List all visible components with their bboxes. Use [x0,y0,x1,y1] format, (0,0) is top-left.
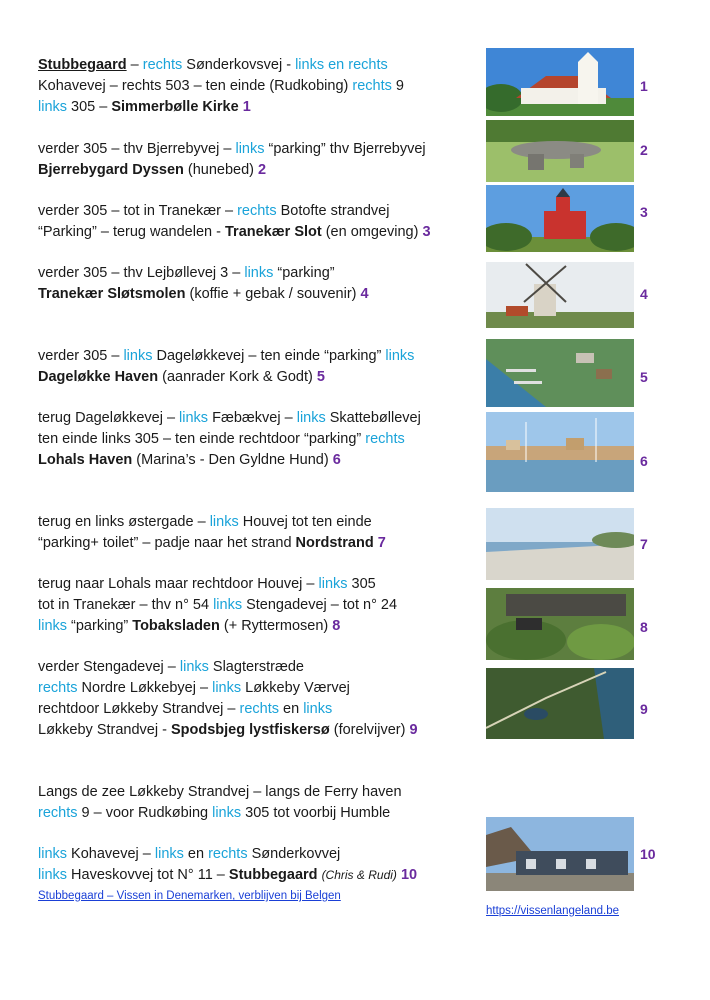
text-segment: “parking” thv Bjerrebyvej [264,141,426,157]
stop-number: 8 [332,618,341,634]
direction-keyword: rechts [365,431,405,447]
footer-left [38,885,478,907]
text-segment: (+ Ryttermosen) [219,618,333,634]
route-step-1 [38,55,478,118]
place-name: Stubbegaard [228,867,318,883]
final-directions [38,844,478,886]
direction-line [38,160,478,181]
text-segment: (Chris & Rudi) [321,868,397,882]
stop-number-4: 4 [640,286,648,302]
stop-number-9: 9 [640,701,648,717]
direction-line [38,346,478,367]
route-step-3 [38,201,478,243]
direction-keyword: links [212,680,242,696]
direction-keyword: rechts [142,57,183,73]
text-segment: terug Dageløkkevej – [38,410,180,426]
text-segment: en [279,701,304,717]
text-segment: Kohavevej – [67,846,155,862]
direction-keyword: links [318,576,348,592]
text-segment: Slagterstræde [208,659,304,675]
direction-keyword: links [123,348,153,364]
direction-keyword: rechts [237,203,277,219]
direction-keyword: rechts [239,701,279,717]
text-segment: “parking+ toilet” – padje naar het strand [38,535,296,551]
place-name: Stubbegaard [38,57,127,73]
direction-keyword: links en rechts [295,57,388,73]
text-segment: Haveskovvej tot N° 11 – [67,867,229,883]
direction-keyword: links [38,618,68,634]
direction-line [38,595,478,616]
route-step-2 [38,139,478,181]
place-name: Nordstrand [295,535,374,551]
text-segment: “parking” [273,265,335,281]
text-segment: terug naar Lohals maar rechtdoor Houvej – [38,576,319,592]
text-segment: Nordre Løkkebyej – [77,680,213,696]
direction-keyword: rechts [208,846,248,862]
text-segment: “parking” [67,618,133,634]
text-segment: Fæbækvej – [208,410,297,426]
direction-line [38,616,478,637]
stop-number-1: 1 [640,78,648,94]
direction-line [38,429,478,450]
direction-line [38,222,478,243]
text-segment: 9 [391,78,404,94]
direction-line [38,533,478,554]
text-segment: verder 305 – tot in Tranekær – [38,203,238,219]
stop-number-6: 6 [640,453,648,469]
stop-number-2: 2 [640,142,648,158]
direction-keyword: links [235,141,265,157]
direction-keyword: links [385,348,415,364]
direction-keyword: links [212,805,242,821]
text-segment: verder 305 – [38,348,124,364]
stop-number: 6 [332,452,341,468]
fishing-lake-map-photo [486,668,634,739]
direction-line [38,367,478,388]
direction-line [38,512,478,533]
direction-keyword: links [179,410,209,426]
text-segment: Stengadevej – tot n° 24 [242,597,398,613]
direction-keyword: rechts [38,805,78,821]
text-segment: (forelvijver) [329,722,410,738]
direction-line [38,55,478,76]
route-step-8 [38,574,478,637]
text-segment: (koffie + gebak / souvenir) [185,286,361,302]
text-segment: (hunebed) [183,162,259,178]
stop-number-5: 5 [640,369,648,385]
direction-line [38,201,478,222]
text-segment: (Marina’s - Den Gyldne Hund) [132,452,333,468]
route-step-7 [38,512,478,554]
text-segment: verder 305 – thv Lejbøllevej 3 – [38,265,245,281]
text-segment: 305 tot voorbij Humble [241,805,391,821]
stop-number-3: 3 [640,204,648,220]
text-segment: Dageløkkevej – ten einde “parking” [152,348,386,364]
direction-line [38,97,478,118]
stop-number: 3 [422,224,431,240]
place-name: Spodsbjeg lystfiskersø [170,722,330,738]
return-directions [38,782,478,824]
direction-keyword: links [213,597,243,613]
text-segment: Kohavevej – rechts 503 – ten einde (Rudkobing) [38,78,353,94]
stop-number-8: 8 [640,619,648,635]
text-segment: verder Stengadevej – [38,659,180,675]
direction-line [38,865,478,886]
text-segment: – [126,57,143,73]
place-name: Simmerbølle Kirke [111,99,239,115]
stop-number: 1 [238,99,251,115]
direction-line [38,720,478,741]
stop-number: 5 [316,369,325,385]
stop-number: 9 [409,722,418,738]
direction-keyword: links [38,99,68,115]
stop-number: 4 [360,286,369,302]
stop-number-7: 7 [640,536,648,552]
text-segment: Skattebøllevej [325,410,421,426]
marina-photo [486,412,634,492]
text-segment: Langs de zee Løkkeby Strandvej – langs de Ferry haven [38,784,402,800]
direction-line [38,678,478,699]
direction-line [38,803,478,824]
text-segment: ten einde links 305 – ten einde rechtdoor “parking” [38,431,366,447]
text-segment: (aanrader Kork & Godt) [158,369,317,385]
stop-number-10: 10 [640,846,656,862]
website-link[interactable]: https://vissenlangeland.be [486,905,619,917]
place-name: Tranekær Slot [225,224,322,240]
direction-line [38,699,478,720]
text-segment: Sønderkovsvej - [182,57,296,73]
route-step-6 [38,408,478,471]
place-name: Tranekær Sløtsmolen [38,286,186,302]
text-segment: 9 – voor Rudkøbing [77,805,213,821]
direction-keyword: rechts [38,680,78,696]
direction-line [38,284,478,305]
stop-number: 2 [258,162,267,178]
text-segment: terug en links østergade – [38,514,210,530]
direction-line [38,844,478,865]
direction-line [38,263,478,284]
church-photo [486,48,634,116]
direction-line [38,76,478,97]
route-step-4 [38,263,478,305]
text-segment: Sønderkovvej [247,846,341,862]
direction-keyword: links [296,410,326,426]
text-segment: Houvej tot ten einde [238,514,372,530]
text-segment: “Parking” – terug wandelen - [38,224,225,240]
place-name: Bjerrebygard Dyssen [38,162,184,178]
direction-line [38,657,478,678]
direction-keyword: links [209,514,239,530]
tobacco-barn-photo [486,588,634,660]
direction-line [38,408,478,429]
text-segment: 305 – [67,99,112,115]
route-step-5 [38,346,478,388]
direction-line [38,782,478,803]
direction-keyword: links [179,659,209,675]
route-step-9 [38,657,478,741]
place-name: Dageløkke Haven [38,369,159,385]
direction-keyword: links [38,867,68,883]
castle-photo [486,185,634,252]
direction-keyword: links [244,265,274,281]
text-segment: 305 [347,576,376,592]
text-segment: tot in Tranekær – thv n° 54 [38,597,214,613]
text-segment: en [183,846,209,862]
harbour-aerial-photo [486,339,634,407]
text-segment: rechtdoor Løkkeby Strandvej – [38,701,240,717]
text-segment: Løkkeby Strandvej - [38,722,171,738]
direction-keyword: links [303,701,333,717]
windmill-photo [486,262,634,328]
dolmen-photo [486,120,634,182]
direction-keyword: rechts [352,78,392,94]
footer-right [486,902,619,918]
text-segment: Botofte strandvej [276,203,390,219]
text-segment: Løkkeby Værvej [241,680,350,696]
place-name: Lohals Haven [38,452,133,468]
direction-keyword: links [38,846,68,862]
direction-line [38,139,478,160]
stop-number: 7 [373,535,386,551]
text-segment: verder 305 – thv Bjerrebyvej – [38,141,236,157]
stubbegaard-link[interactable]: Stubbegaard – Vissen in Denemarken, verblijven bij Belgen [38,890,341,902]
stop-number: 10 [400,867,418,883]
text-segment: (en omgeving) [321,224,423,240]
direction-line [38,574,478,595]
direction-line [38,450,478,471]
place-name: Tobaksladen [132,618,220,634]
stubbegaard-house-photo [486,817,634,891]
beach-photo [486,508,634,580]
direction-keyword: links [154,846,184,862]
